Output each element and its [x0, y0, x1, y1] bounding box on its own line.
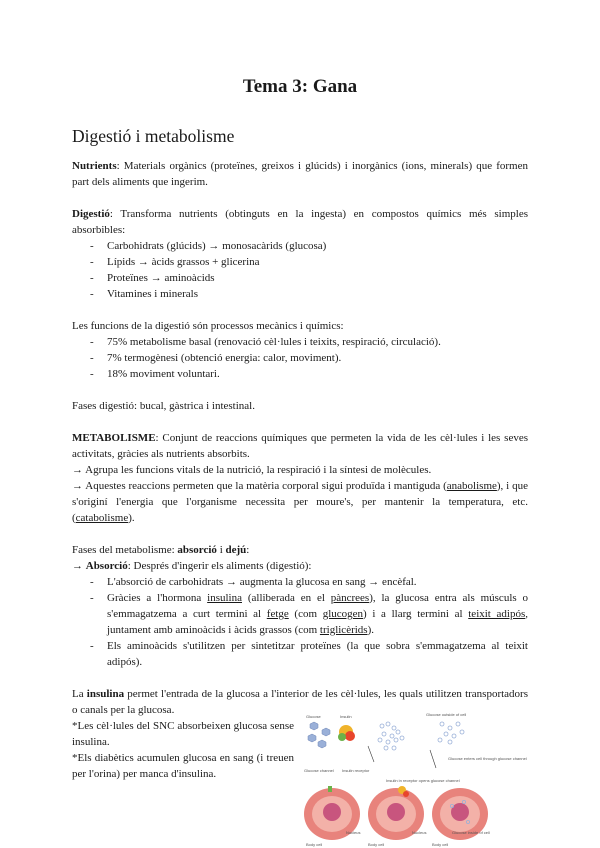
label-body-cell-1: Body cell	[306, 842, 323, 847]
item2-f: , juntament amb aminoàcids i àcids grassos (com	[107, 608, 528, 636]
insulin-molecule	[338, 725, 355, 741]
glucose-cluster	[378, 722, 464, 750]
glucose-molecules	[308, 722, 330, 748]
label-insulin-bound: Insulin in receptor opens glucose channel	[386, 778, 460, 783]
funcions-intro: Les funcions de la digestió són processos mecànics i químics:	[72, 320, 344, 332]
list-item: - 18% moviment voluntari.	[90, 366, 528, 382]
metabolisme-line2-c: ).	[128, 512, 135, 524]
label-body-cell-2: Body cell	[368, 842, 385, 847]
digestio-paragraph	[72, 206, 528, 302]
list-item: - Vitamines i minerals	[90, 286, 528, 302]
insulin-glucose-figure	[302, 710, 527, 848]
digestio-text: : Transforma nutrients (obtinguts en la ingesta) en compostos químics més simples absorbibles:	[72, 208, 528, 236]
insulina-note-2: *Els diabètics acumulen glucosa en sang (i treuen per l'orina) per manca d'insulina.	[72, 752, 294, 780]
glucogen-term: glucogen	[322, 608, 364, 620]
absorcio-term: Absorció	[85, 560, 128, 572]
nutrients-text: : Materials orgànics (proteïnes, greixos i glúcids) i inorgànics (ions, minerals) que formen part dels aliments que ingerim.	[72, 160, 528, 188]
list-item	[90, 590, 528, 638]
deju-term-bold: dejú	[225, 544, 247, 556]
list-item: - Lípids → àcids grassos + glicerina	[90, 254, 528, 270]
list-item: - Proteïnes → aminoàcids	[90, 270, 528, 286]
insulina-term: insulina	[207, 592, 242, 604]
list-item: - 7% termogènesi (obtenció energia: calor, moviment).	[90, 350, 528, 366]
fases-metabolisme-prefix: Fases del metabolisme:	[72, 544, 178, 556]
label-insulin: Insulin	[340, 714, 352, 719]
insulina-term-bold: insulina	[86, 688, 125, 700]
metabolisme-term: METABOLISME	[72, 432, 156, 444]
nutrients-term: Nutrients	[72, 160, 117, 172]
triglicerids-term: triglicèrids	[319, 624, 368, 636]
absorcio-term-bold: absorció	[177, 544, 217, 556]
metabolisme-line2-b: ), i que s'originí l'energia que l'organisme necessita per moure's, per mantenir la temperatura, etc. (	[72, 480, 528, 524]
absorcio-list	[72, 574, 528, 670]
metabolisme-paragraph	[72, 430, 528, 526]
digestio-term: Digestió	[72, 208, 110, 220]
item2-b: (alliberada en el	[242, 592, 331, 604]
label-glucose-enters: Glucose enters cell through glucose channel	[448, 756, 527, 761]
absorcio-line	[72, 558, 528, 574]
page-title: Tema 3: Gana	[242, 76, 358, 97]
section-heading: Digestió i metabolisme	[72, 126, 235, 146]
label-glucose-channel: Glucose channel	[304, 768, 334, 773]
absorcio-text: : Després d'ingerir els aliments (digestió):	[127, 560, 312, 572]
item2-d: (com	[288, 608, 323, 620]
item2-c: ), la glucosa entra als músculs o s'emmagatzema a curt termini al	[107, 592, 528, 620]
fases-metabolisme-block	[72, 542, 528, 670]
pancrees-term: pàncrees	[330, 592, 370, 604]
insulina-note-1: *Les cèl·lules del SNC absorbeixen glucosa sense insulina.	[72, 720, 294, 748]
insulin-glucose-illustration	[302, 710, 527, 848]
label-glucose-outside: Glucose outside of cell	[426, 712, 467, 717]
nutrients-paragraph	[72, 158, 528, 190]
metabolisme-line2	[72, 478, 528, 526]
digestio-list	[72, 238, 528, 302]
catabolisme-term: catabolisme	[75, 512, 129, 524]
list-item: - Els aminoàcids s'utilitzen per sintetitzar proteïnes (la que sobra s'emmagatzema al teixit adipós).	[90, 638, 528, 670]
label-insulin-receptor: Insulin receptor	[342, 768, 370, 773]
list-item: - Carbohidrats (glúcids) → monosacàrids (glucosa)	[90, 238, 528, 254]
label-body-cell-3: Body cell	[432, 842, 449, 847]
fases-metabolisme	[72, 542, 528, 558]
fases-digestio-text: Fases digestió: bucal, gàstrica i intestinal.	[72, 400, 255, 412]
item2-e: ) i a llarg termini al	[363, 608, 469, 620]
insulina-a: La	[72, 688, 87, 700]
label-nucleus-2: Nucleus	[412, 830, 427, 835]
teixit-adipos-term: teixit adipós	[468, 608, 526, 620]
metabolisme-line1: → Agrupa les funcions vitals de la nutrició, la respiració i la síntesi de molècules.	[72, 464, 432, 476]
item2-a: Gràcies a l'hormona	[107, 592, 208, 604]
list-item: - L'absorció de carbohidrats → augmenta la glucosa en sang → encèfal.	[90, 574, 528, 590]
insulina-b: permet l'entrada de la glucosa a l'interior de les cèl·lules, les quals utilitzen transportadors o canals per la glucosa.	[72, 688, 528, 716]
absorcio-arrow: →	[72, 560, 86, 572]
insulina-notes	[72, 718, 294, 782]
funcions-paragraph	[72, 318, 528, 382]
anabolisme-term: anabolisme	[446, 480, 497, 492]
funcions-list	[72, 334, 528, 382]
list-item: - 75% metabolisme basal (renovació cèl·lules i teixits, respiració, circulació).	[90, 334, 528, 350]
label-nucleus-1: Nucleus	[346, 830, 361, 835]
fetge-term: fetge	[266, 608, 289, 620]
fases-metabolisme-suffix: :	[246, 544, 250, 556]
fases-metabolisme-mid: i	[216, 544, 226, 556]
fases-digestio	[72, 398, 528, 414]
metabolisme-text: : Conjunt de reaccions químiques que permeten la vida de les cèl·lules i les seves activitats, gràcies als nutrients absorbits.	[72, 432, 528, 460]
item2-g: ).	[367, 624, 374, 636]
label-glucose-inside: Glucose inside of cell	[452, 830, 490, 835]
label-glucose: Glucose	[306, 714, 321, 719]
metabolisme-line2-a: → Aquestes reaccions permeten que la matèria corporal sigui produïda i mantiguda (	[72, 480, 447, 492]
